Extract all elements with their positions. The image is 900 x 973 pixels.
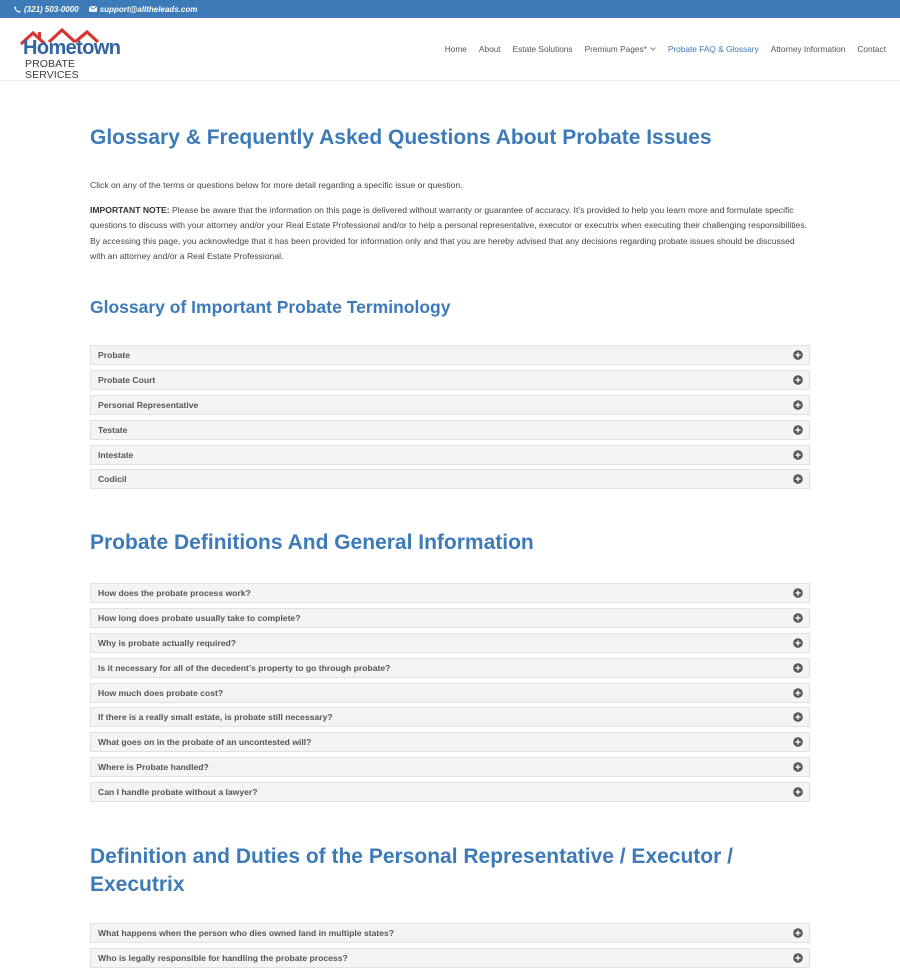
nav-premium-pages-label: Premium Pages* (584, 44, 647, 54)
main-nav (445, 44, 886, 54)
plus-circle-icon[interactable] (793, 638, 803, 648)
top-bar (0, 0, 900, 18)
nav-attorney-information-label: Attorney Information (770, 44, 846, 54)
accordion-title: How long does probate usually take to complete? (98, 612, 301, 623)
accordion-toggle[interactable] (90, 395, 810, 415)
plus-circle-icon[interactable] (793, 712, 803, 722)
nav-probate-faq[interactable] (668, 44, 759, 54)
accordion-title: What goes on in the probate of an uncontested will? (98, 737, 312, 748)
important-note (90, 203, 808, 264)
accordion-toggle[interactable] (90, 608, 810, 628)
accordion-toggle[interactable] (90, 420, 810, 440)
accordion-toggle[interactable] (90, 707, 810, 727)
nav-estate-solutions-label: Estate Solutions (512, 44, 573, 54)
plus-circle-icon[interactable] (793, 613, 803, 623)
accordion-toggle[interactable] (90, 370, 810, 390)
site-header (0, 18, 900, 81)
accordion-title: What happens when the person who dies owned land in multiple states? (98, 928, 395, 938)
plus-circle-icon[interactable] (793, 400, 803, 410)
section-heading-glossary: Glossary of Important Probate Terminology (90, 297, 451, 317)
accordion-title: Codicil (98, 474, 127, 485)
note-label: IMPORTANT NOTE: (90, 205, 170, 215)
accordion-toggle[interactable] (90, 583, 810, 603)
nav-home-label: Home (444, 44, 467, 54)
accordion-toggle[interactable] (90, 445, 810, 465)
definitions-accordion (90, 583, 810, 807)
plus-circle-icon[interactable] (793, 953, 803, 963)
accordion-title: How much does probate cost? (98, 687, 224, 698)
plus-circle-icon[interactable] (793, 474, 803, 484)
accordion-title: If there is a really small estate, is probate still necessary? (98, 712, 333, 723)
section-heading-personal-representative: Definition and Duties of the Personal Representative / Executor / Executrix (90, 845, 733, 896)
accordion-title: How does the probate process work? (98, 588, 251, 598)
plus-circle-icon[interactable] (793, 588, 803, 598)
accordion-toggle[interactable] (90, 782, 810, 802)
personal-representative-accordion (90, 923, 810, 973)
plus-circle-icon[interactable] (793, 450, 803, 460)
phone-link[interactable] (14, 5, 79, 14)
section-heading-definitions: Probate Definitions And General Information (90, 531, 534, 554)
accordion-title: Why is probate actually required? (98, 637, 237, 648)
nav-about-label: About (478, 44, 501, 54)
page-title: Glossary & Frequently Asked Questions About Probate Issues (90, 126, 712, 149)
site-logo[interactable] (19, 26, 123, 81)
nav-probate-faq-label: Probate FAQ & Glossary (667, 44, 759, 54)
accordion-title: Intestate (98, 449, 134, 460)
accordion-title: Probate (98, 350, 130, 360)
plus-circle-icon[interactable] (793, 688, 803, 698)
plus-circle-icon[interactable] (793, 762, 803, 772)
accordion-toggle[interactable] (90, 658, 810, 678)
accordion-toggle[interactable] (90, 683, 810, 703)
plus-circle-icon[interactable] (793, 737, 803, 747)
accordion-title: Personal Representative (98, 399, 199, 410)
accordion-toggle[interactable] (90, 345, 810, 365)
accordion-toggle[interactable] (90, 757, 810, 777)
accordion-title: Who is legally responsible for handling the probate process? (98, 952, 348, 963)
nav-about[interactable] (479, 44, 501, 54)
note-text: Please be aware that the information on this page is delivered without warranty or guarantee of accuracy. It’s provided to help you learn more and formulate specific questions to discuss with your attorney and/or your Real Estate Professional and/or to help a personal representative, executor or executrix when executing their challenging responsibilities. By accessing this page, you acknowledge that it has been provided for information only and that you are hereby advised that any decisions regarding probate issues should be discussed with an attorney and/or a Real Estate Professional. (90, 205, 808, 261)
glossary-accordion (90, 345, 810, 494)
accordion-toggle[interactable] (90, 948, 810, 968)
accordion-toggle[interactable] (90, 469, 810, 489)
accordion-toggle[interactable] (90, 633, 810, 653)
chevron-down-icon (650, 47, 656, 51)
accordion-title: Is it necessary for all of the decedent’s property to go through probate? (98, 662, 391, 673)
plus-circle-icon[interactable] (793, 928, 803, 938)
email-address: support@alltheleads.com (99, 4, 198, 14)
nav-contact[interactable] (857, 44, 886, 54)
accordion-toggle[interactable] (90, 732, 810, 752)
phone-number: (321) 503-0000 (24, 4, 79, 14)
nav-home[interactable] (445, 44, 467, 54)
nav-estate-solutions[interactable] (513, 44, 573, 54)
accordion-title: Testate (98, 424, 128, 435)
logo-line-2: PROBATE SERVICES (25, 58, 79, 81)
accordion-title: Where is Probate handled? (98, 762, 209, 773)
intro-text: Click on any of the terms or questions below for more detail regarding a specific issue or question. (90, 180, 463, 190)
accordion-title: Can I handle probate without a lawyer? (98, 787, 258, 798)
logo-line-1: Hometown (23, 37, 121, 59)
nav-attorney-information[interactable] (771, 44, 846, 54)
plus-circle-icon[interactable] (793, 350, 803, 360)
envelope-icon (89, 6, 97, 12)
plus-circle-icon[interactable] (793, 425, 803, 435)
nav-premium-pages[interactable] (585, 44, 656, 54)
accordion-toggle[interactable] (90, 923, 810, 943)
plus-circle-icon[interactable] (793, 787, 803, 797)
phone-icon (14, 6, 21, 13)
plus-circle-icon[interactable] (793, 663, 803, 673)
email-link[interactable] (89, 5, 198, 14)
accordion-title: Probate Court (98, 374, 156, 385)
nav-contact-label: Contact (857, 44, 886, 54)
plus-circle-icon[interactable] (793, 375, 803, 385)
